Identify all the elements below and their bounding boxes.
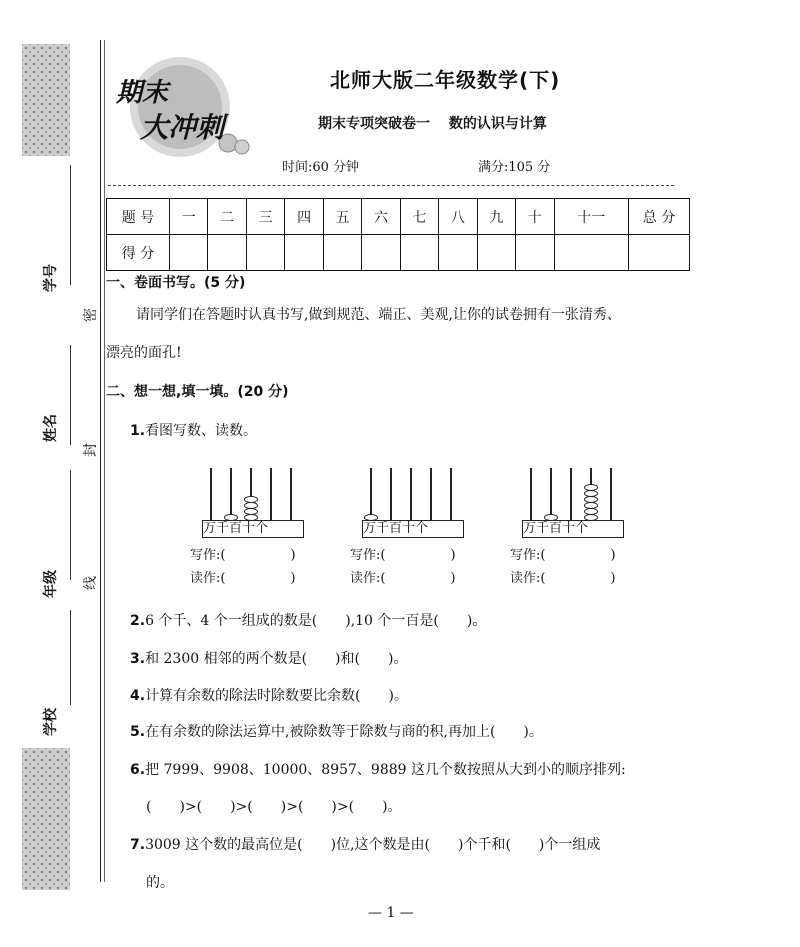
abacus-rod bbox=[610, 468, 612, 520]
score-input-cell[interactable] bbox=[629, 235, 690, 271]
question-text: 和 2300 相邻的两个数是( )和( )。 bbox=[145, 651, 408, 667]
abacus-bead bbox=[584, 502, 598, 509]
question-1 bbox=[130, 421, 257, 441]
score-table-cell: 总 分 bbox=[629, 199, 690, 235]
abacus-rod bbox=[210, 468, 212, 520]
write-as-field[interactable]: 写作:( ) bbox=[510, 548, 616, 563]
seal-char-xian: 线 bbox=[83, 576, 99, 590]
abacus-rod bbox=[230, 468, 232, 520]
question-text: 看图写数、读数。 bbox=[145, 423, 258, 439]
question-2 bbox=[130, 611, 486, 631]
section-1-body-line2: 漂亮的面孔! bbox=[106, 345, 182, 361]
question-text: 在有余数的除法运算中,被除数等于除数与商的积,再加上( )。 bbox=[145, 724, 543, 740]
abacus-bead bbox=[244, 496, 258, 503]
abacus-rod bbox=[290, 468, 292, 520]
abacus-rod bbox=[410, 468, 412, 520]
section-2-heading: 二、想一想,填一填。(20 分) bbox=[106, 384, 289, 400]
section-1-body-line1: 请同学们在答题时认真书写,做到规范、端正、美观,让你的试卷拥有一张清秀、 bbox=[136, 307, 621, 323]
abacus-rod bbox=[530, 468, 532, 520]
score-input-cell[interactable] bbox=[246, 235, 284, 271]
section-1-heading: 一、卷面书写。(5 分) bbox=[106, 275, 246, 291]
question-text: 3009 这个数的最高位是( )位,这个数是由( )个千和( )个一组成 bbox=[145, 837, 601, 853]
abacus-rod bbox=[370, 468, 372, 520]
score-input-cell[interactable] bbox=[439, 235, 477, 271]
score-input-cell[interactable] bbox=[170, 235, 208, 271]
score-input-cell[interactable] bbox=[477, 235, 515, 271]
score-table-cell: 七 bbox=[400, 199, 438, 235]
abacus-bead bbox=[584, 496, 598, 503]
page-subtitle: 期末专项突破卷一 数的认识与计算 bbox=[318, 116, 547, 132]
question-number: 2. bbox=[130, 613, 146, 629]
abacus-place-labels: 万千百十个 bbox=[202, 520, 304, 538]
question-6 bbox=[130, 760, 626, 780]
score-table-cell: 十一 bbox=[554, 199, 628, 235]
score-input-cell[interactable] bbox=[554, 235, 628, 271]
score-table-cell: 题 号 bbox=[107, 199, 170, 235]
student-id-line bbox=[70, 165, 71, 285]
abacus-1 bbox=[186, 460, 326, 590]
grade-line bbox=[70, 470, 71, 580]
score-input-cell[interactable] bbox=[285, 235, 323, 271]
question-7-continued: 的。 bbox=[146, 875, 174, 891]
question-7 bbox=[130, 835, 600, 855]
score-table-cell: 三 bbox=[246, 199, 284, 235]
abacus-3 bbox=[506, 460, 646, 590]
abacus-rod bbox=[450, 468, 452, 520]
score-table-cell: 十 bbox=[516, 199, 554, 235]
logo-text-line2: 大冲刺 bbox=[140, 111, 225, 144]
margin-pattern-top bbox=[22, 44, 70, 156]
read-as-field[interactable]: 读作:( ) bbox=[190, 571, 296, 586]
abacus-2 bbox=[346, 460, 486, 590]
question-number: 6. bbox=[130, 762, 146, 778]
logo-text-line1: 期末 bbox=[116, 78, 169, 108]
read-as-field[interactable]: 读作:( ) bbox=[350, 571, 456, 586]
page-title: 北师大版二年级数学(下) bbox=[330, 68, 561, 92]
read-as-field[interactable]: 读作:( ) bbox=[510, 571, 616, 586]
question-text: 计算有余数的除法时除数要比余数( )。 bbox=[145, 688, 408, 704]
score-table bbox=[106, 198, 690, 271]
seal-char-feng: 封 bbox=[83, 443, 99, 457]
margin-line-outer bbox=[100, 40, 101, 882]
score-input-cell[interactable] bbox=[208, 235, 246, 271]
score-table-header-row bbox=[107, 199, 690, 235]
name-line bbox=[70, 345, 71, 445]
question-number: 5. bbox=[130, 724, 146, 740]
score-input-cell[interactable] bbox=[362, 235, 400, 271]
score-table-cell: 六 bbox=[362, 199, 400, 235]
score-row-label: 得 分 bbox=[107, 235, 170, 271]
abacus-rod bbox=[550, 468, 552, 520]
abacus-bead bbox=[584, 490, 598, 497]
abacus-rod bbox=[390, 468, 392, 520]
question-text: 6 个千、4 个一组成的数是( ),10 个一百是( )。 bbox=[145, 613, 487, 629]
logo bbox=[110, 55, 260, 165]
grade-label: 年级 bbox=[43, 570, 59, 598]
time-limit: 时间:60 分钟 bbox=[282, 160, 360, 175]
score-table-cell: 九 bbox=[477, 199, 515, 235]
score-input-cell[interactable] bbox=[516, 235, 554, 271]
question-6-answer[interactable]: ( )>( )>( )>( )>( )。 bbox=[146, 799, 402, 815]
header-dashed-rule bbox=[108, 185, 674, 186]
abacus-rod bbox=[270, 468, 272, 520]
abacus-rod bbox=[570, 468, 572, 520]
school-label: 学校 bbox=[43, 708, 59, 736]
abacus-bead bbox=[584, 508, 598, 515]
write-as-field[interactable]: 写作:( ) bbox=[350, 548, 456, 563]
score-table-score-row bbox=[107, 235, 690, 271]
name-label: 姓名 bbox=[43, 414, 59, 442]
score-table-cell: 八 bbox=[439, 199, 477, 235]
question-number: 7. bbox=[130, 837, 146, 853]
full-score: 满分:105 分 bbox=[478, 160, 551, 175]
score-table-cell: 二 bbox=[208, 199, 246, 235]
school-line bbox=[70, 610, 71, 705]
question-number: 1. bbox=[130, 423, 146, 439]
question-3 bbox=[130, 649, 407, 669]
abacus-bead bbox=[584, 484, 598, 491]
seal-char-mi: 密 bbox=[83, 308, 99, 322]
abacus-rod bbox=[430, 468, 432, 520]
write-as-field[interactable]: 写作:( ) bbox=[190, 548, 296, 563]
student-id-label: 学号 bbox=[43, 264, 59, 292]
margin-pattern-bottom bbox=[22, 748, 70, 890]
abacus-place-labels: 万千百十个 bbox=[522, 520, 624, 538]
question-text: 把 7999、9908、10000、8957、9889 这几个数按照从大到小的顺序排列: bbox=[145, 762, 626, 778]
score-table-cell: 五 bbox=[323, 199, 361, 235]
question-number: 4. bbox=[130, 688, 146, 704]
page-number: — 1 — bbox=[368, 905, 414, 921]
question-5 bbox=[130, 722, 543, 742]
abacus-bead bbox=[244, 508, 258, 515]
score-input-cell[interactable] bbox=[323, 235, 361, 271]
score-input-cell[interactable] bbox=[400, 235, 438, 271]
score-table-cell: 四 bbox=[285, 199, 323, 235]
score-table-cell: 一 bbox=[170, 199, 208, 235]
question-4 bbox=[130, 686, 408, 706]
abacus-place-labels: 万千百十个 bbox=[362, 520, 464, 538]
margin-line-inner bbox=[104, 40, 105, 882]
abacus-bead bbox=[244, 502, 258, 509]
question-number: 3. bbox=[130, 651, 146, 667]
